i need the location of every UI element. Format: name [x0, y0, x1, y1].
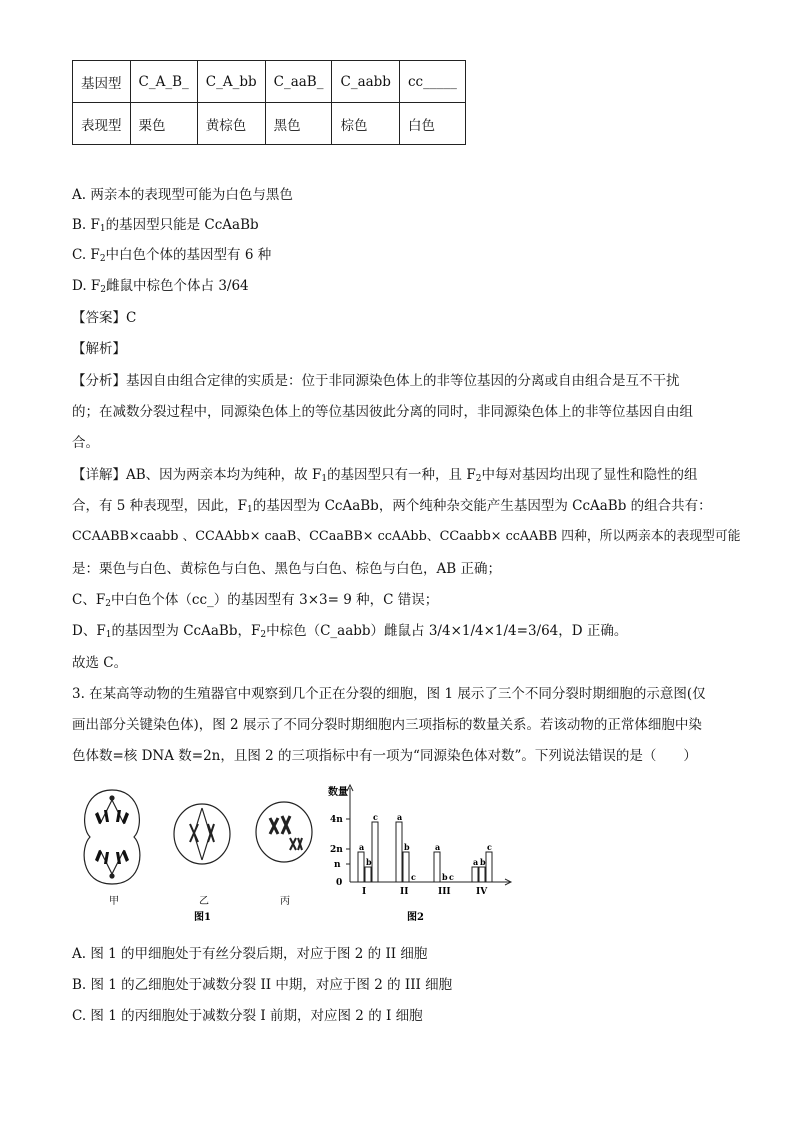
bar-series-label: c [449, 872, 454, 882]
option-text: 雌鼠中棕色个体占 3/64 [106, 278, 249, 294]
cell-membrane [174, 804, 230, 864]
bar-b-I [365, 867, 371, 882]
detail-line [72, 591, 438, 609]
subscript: 1 [99, 224, 106, 234]
table-cell: 黑色 [265, 103, 332, 145]
chromosome [122, 812, 129, 824]
table-cell: 表现型 [73, 103, 131, 145]
table-cell: 基因型 [73, 61, 131, 103]
figure-1-label: 图1 [194, 912, 211, 923]
cell-label-jia: 甲 [109, 896, 119, 907]
cell-membrane [84, 790, 140, 884]
cell-bing-diagram [256, 802, 312, 862]
detail-text: 中白色个体（cc_）的基因型有 3×3= 9 种，C 错误； [110, 592, 439, 608]
chromosome [282, 816, 290, 834]
detail-line [72, 622, 627, 640]
chromosomes-jia [95, 810, 129, 864]
cell-label-bing: 丙 [280, 896, 290, 907]
chromosome [95, 812, 102, 824]
option-text: 中白色个体的基因型有 6 种 [105, 247, 272, 263]
bar-series-label: a [473, 857, 479, 867]
chromosome [290, 838, 296, 850]
option-text: D. F [72, 278, 101, 294]
y-tick-label: n [334, 860, 341, 870]
bar-a-II [396, 822, 402, 882]
detail-line [72, 497, 712, 515]
y-tick-label: 2n [330, 845, 343, 855]
bar-series-label: a [359, 842, 365, 852]
cell-jia-diagram [84, 790, 140, 884]
centrosome [110, 874, 114, 878]
option-d [72, 277, 249, 295]
question-stem-line: 色体数=核 DNA 数=2n，且图 2 的三项指标中有一项为“同源染色体对数”。下列说法错误的是（ ） [72, 748, 697, 764]
bar-b-II [403, 852, 409, 882]
chromosome [208, 824, 214, 842]
subscript: 2 [475, 474, 482, 484]
detail-text: 中棕色（C_aabb）雌鼠占 3/4×1/4×1/4=3/64，D 正确。 [266, 623, 628, 639]
detail-line [72, 466, 697, 484]
x-tick-label: II [400, 887, 409, 897]
subscript: 2 [99, 254, 106, 264]
detail-line: 故选 C。 [72, 655, 128, 671]
detail-line: CCAABB×caabb 、CCAAbb× caaB、CCaaBB× ccAAbb、CCaabb× ccAABB 四种，所以两亲本的表现型可能 [72, 529, 741, 544]
table-cell: C_A_bb [197, 61, 265, 103]
analysis-line: 的；在减数分裂过程中，同源染色体上的等位基因彼此分离的同时，非同源染色体上的非等位基因自由组 [72, 404, 693, 420]
option-text: B. F [72, 217, 100, 233]
table-row [73, 61, 466, 103]
cell-label-yi: 乙 [199, 896, 209, 907]
bar-series-label: b [442, 872, 448, 882]
bar-series-label: c [487, 842, 492, 852]
option-c [72, 246, 271, 264]
option-b: B. 图 1 的乙细胞处于减数分裂 II 中期，对应于图 2 的 III 细胞 [72, 977, 453, 993]
detail-text: 的基因型为 CcAaBb，两个纯种杂交能产生基因型为 CcAaBb 的组合共有： [252, 498, 712, 514]
detail-text: 中每对基因均出现了显性和隐性的组 [481, 467, 698, 483]
spindle-fiber [202, 808, 210, 834]
answer-tag: 【答案】 [72, 310, 126, 326]
chromosome [104, 852, 109, 864]
table-cell: 白色 [399, 103, 465, 145]
subscript: 2 [260, 630, 267, 640]
x-tick-label: III [438, 887, 451, 897]
y-axis-title: 数量 [328, 787, 348, 798]
detail-text: 【详解】AB、因为两亲本均为纯种，故 F [72, 467, 322, 483]
subscript: 2 [100, 285, 107, 295]
bar-b-IV [479, 867, 485, 882]
analysis-line: 合。 [72, 435, 99, 451]
analysis-tag: 【解析】 [72, 341, 126, 357]
option-b [72, 216, 259, 234]
bar-a-I [358, 852, 364, 882]
table-row [73, 103, 466, 145]
table-cell: 栗色 [130, 103, 197, 145]
cell-yi-diagram [174, 804, 230, 864]
detail-text: C、F [72, 592, 106, 608]
option-text: C. F [72, 247, 100, 263]
detail-text: 合，有 5 种表现型，因此，F [72, 498, 248, 514]
x-tick-label: I [362, 887, 367, 897]
y-tick-label: 0 [336, 878, 343, 888]
detail-text: 的基因型只有一种，且 F [327, 467, 476, 483]
answer-value: C [126, 310, 137, 326]
chromosome [190, 824, 198, 842]
bar-a-III [434, 852, 440, 882]
bar-series-label: b [404, 842, 410, 852]
bar-series-label: c [373, 812, 378, 822]
subscript: 1 [247, 505, 253, 515]
table-cell: cc_____ [399, 61, 465, 103]
bar-c-I [372, 822, 378, 882]
analysis-line: 【分析】基因自由组合定律的实质是：位于非同源染色体上的非等位基因的分离或自由组合是互不干扰 [72, 373, 680, 389]
option-a: A. 图 1 的甲细胞处于有丝分裂后期，对应于图 2 的 II 细胞 [72, 946, 428, 962]
chromosome [270, 818, 278, 834]
subscript: 1 [321, 474, 328, 484]
bar-series-label: c [411, 872, 416, 882]
centrosome [110, 796, 114, 800]
bar-series-label: b [366, 857, 372, 867]
table-cell: C_aaB_ [265, 61, 332, 103]
option-text: 的基因型只能是 CcAaBb [105, 217, 259, 233]
bar-series-label: a [397, 812, 403, 822]
option-a: A. 两亲本的表现型可能为白色与黑色 [72, 187, 293, 203]
question-stem-line: 画出部分关键染色体)，图 2 展示了不同分裂时期细胞内三项指标的数量关系。若该动物的正常体细胞中染 [72, 717, 702, 733]
option-c: C. 图 1 的丙细胞处于减数分裂 I 前期，对应图 2 的 I 细胞 [72, 1008, 423, 1024]
table-cell: C_A_B_ [130, 61, 197, 103]
chromosome [95, 850, 102, 862]
question-stem-line: 3. 在某高等动物的生殖器官中观察到几个正在分裂的细胞，图 1 展示了三个不同分裂时期细胞的示意图(仅 [72, 686, 706, 702]
genotype-table [72, 60, 466, 145]
table-cell: 黄棕色 [197, 103, 265, 145]
bar-a-IV [472, 867, 478, 882]
chromosome [104, 810, 109, 822]
bar-series-label: a [435, 842, 441, 852]
detail-text: D、F [72, 623, 106, 639]
detail-text: 的基因型为 CcAaBb，F [111, 623, 261, 639]
figure-2-bar-chart [328, 785, 511, 897]
chromosome [298, 838, 302, 850]
figure-2-label: 图2 [407, 912, 424, 923]
table-cell: C_aabb [332, 61, 399, 103]
subscript: 1 [105, 630, 112, 640]
detail-line: 是：栗色与白色、黄棕色与白色、黑色与白色、棕色与白色，AB 正确； [72, 561, 501, 577]
bar-c-IV [486, 852, 492, 882]
bar-series-label: b [480, 857, 486, 867]
table-cell: 棕色 [332, 103, 399, 145]
chromosome [122, 850, 129, 862]
answer-line [72, 309, 136, 327]
subscript: 2 [105, 599, 111, 609]
question-figure [72, 782, 522, 932]
y-tick-label: 4n [330, 815, 343, 825]
x-tick-label: IV [476, 887, 488, 897]
